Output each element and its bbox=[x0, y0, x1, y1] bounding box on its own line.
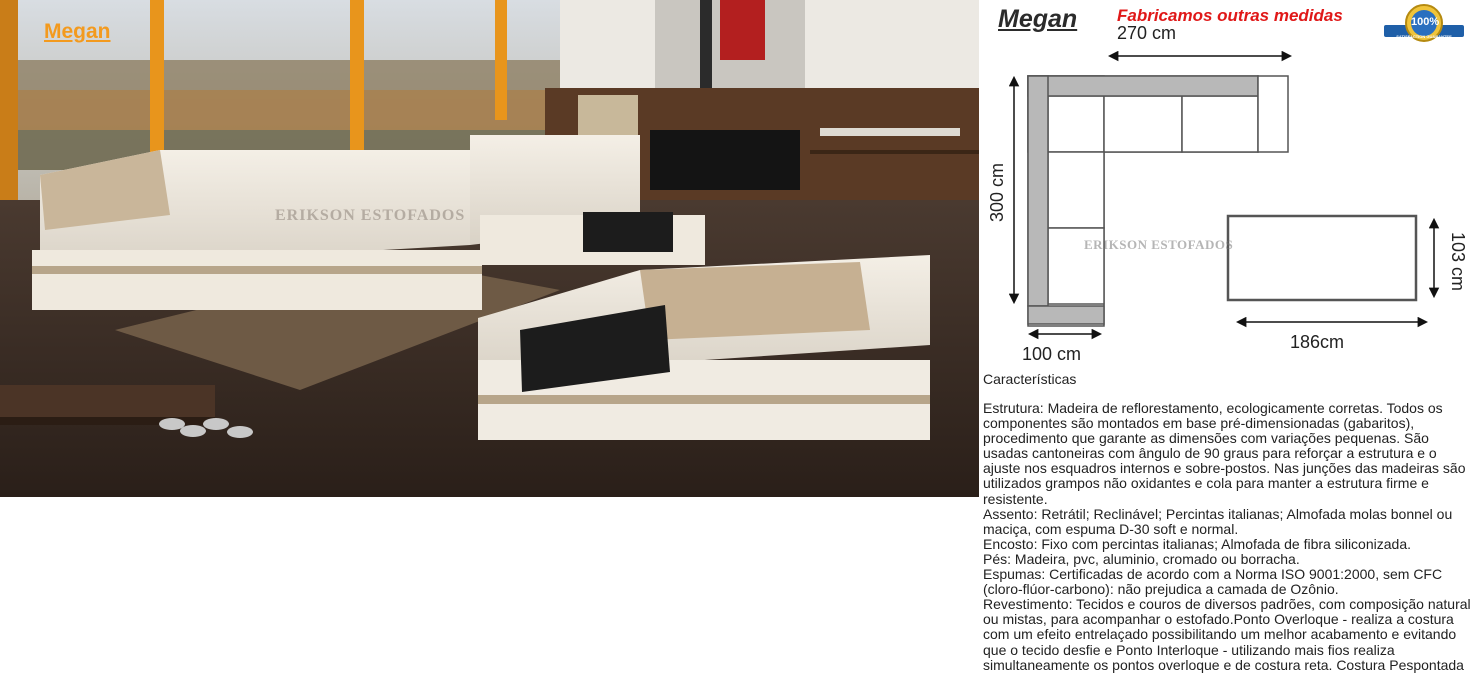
product-photo bbox=[0, 0, 979, 497]
dimension-diagram bbox=[980, 20, 1476, 370]
features-text bbox=[983, 401, 1473, 673]
width-bottom-label: 100 cm bbox=[1022, 344, 1082, 364]
diagram-watermark: ERIKSON ESTOFADOS bbox=[1084, 237, 1234, 252]
features-heading: Características bbox=[983, 371, 1077, 387]
custom-sizes-note: Fabricamos outras medidas bbox=[1117, 6, 1343, 25]
product-name-heading: Megan bbox=[998, 5, 1078, 33]
feature-upholstery: Revestimento: Tecidos e couros de diversos padrões, com composição natural ou mistas, para acompanhar o estofado.Ponto Overloque - realiza a costura com um efeito entrelaçado possibilitando um melhor acabamento e evitando que o tecido desfie e Ponto Interloque - utilizando mais fios realiza simultaneamente os pontos overloque e de costura reta. Costura Pespontada bbox=[983, 596, 1471, 673]
feature-feet: Pés: Madeira, pvc, aluminio, cromado ou borracha. bbox=[983, 550, 1300, 567]
feature-structure: Estrutura: Madeira de reflorestamento, ecologicamente corretas. Todos os componentes são montados em base pré-dimensionadas (gabaritos), procedimento que garante as dimensões com variações pequenas. São usadas cantoneiras com ângulo de 90 graus para reforçar a estrutura e o ajuste nos esquadros internos e sobre-postos. Nas junções das madeiras são utilizados grampos não oxidantes e cola para manter a estrutura firme e resistente. bbox=[983, 400, 1466, 507]
width-top-label: 270 cm bbox=[1117, 23, 1177, 43]
ottoman-shape bbox=[1228, 216, 1416, 300]
feature-foam: Espumas: Certificadas de acordo com a Norma ISO 9001:2000, sem CFC (cloro-flúor-carbono): não prejudica a camada de Ozônio. bbox=[983, 566, 1443, 598]
feature-backrest: Encosto: Fixo com percintas italianas; Almofada de fibra siliconizada. bbox=[983, 535, 1411, 552]
ottoman-width-label: 186cm bbox=[1290, 332, 1345, 352]
feature-seat: Assento: Retrátil; Reclinável; Percintas italianas; Almofada molas bonnel ou maciça, com espuma D-30 soft e normal. bbox=[983, 505, 1453, 537]
badge-guarantee-text: SATISFACTION GUARANTEE bbox=[1396, 34, 1452, 39]
photo-product-name: Megan bbox=[44, 20, 111, 43]
height-left-label: 300 cm bbox=[987, 162, 1008, 223]
photo-watermark: ERIKSON ESTOFADOS bbox=[275, 207, 466, 224]
ottoman-depth-label: 103 cm bbox=[1448, 231, 1469, 292]
badge-percent-text: 100% bbox=[1411, 16, 1440, 28]
living-room-scene bbox=[0, 0, 979, 497]
